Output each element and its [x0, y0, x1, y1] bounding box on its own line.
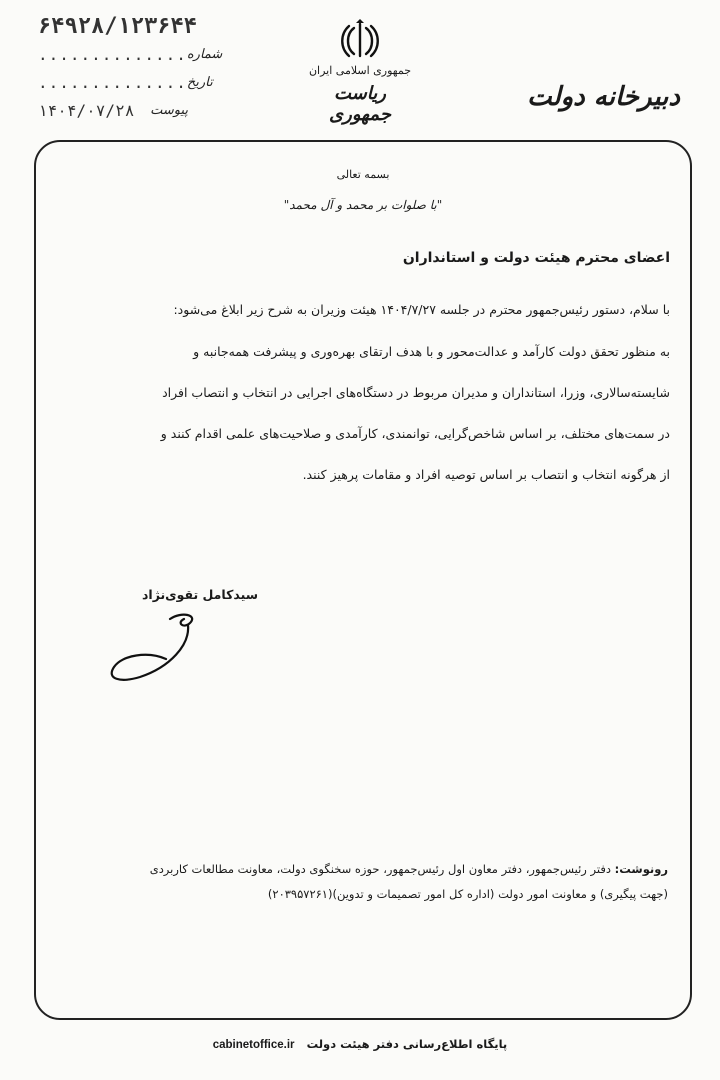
secretariat-title: دبیرخانه دولت — [527, 82, 680, 112]
date-value: ۱۴۰۴/۰۷/۲۸ — [38, 100, 135, 120]
body-line: شایسته‌سالاری، وزرا، استانداران و مدیران مربوط در دستگاه‌های اجرایی در انتخاب و انتصاب افراد — [162, 385, 670, 400]
body-line: از هرگونه انتخاب و انتصاب بر اساس توصیه افراد و مقامات پرهیز کنند. — [302, 467, 670, 482]
signature-icon — [100, 605, 210, 685]
cc-recipients: دفتر رئیس‌جمهور، دفتر معاون اول رئیس‌جمهور، حوزه سخنگوی دولت، معاونت مطالعات کاربردی — [149, 862, 611, 876]
addressee: اعضای محترم هیئت دولت و استانداران — [402, 250, 670, 266]
number-label: شماره — [186, 46, 223, 62]
bismillah: بسمه تعالی — [336, 168, 390, 181]
emblem-icon — [338, 18, 382, 62]
cc-line-2: (جهت پیگیری) و معاونت امور دولت (اداره کل امور تصمیمات و تدوین)(۲۰۳۹۵۷۲۶۱) — [267, 887, 668, 901]
cc-line-1 — [48, 862, 668, 876]
republic-text: جمهوری اسلامی ایران — [308, 64, 412, 77]
attachment-label: پیوست — [150, 102, 188, 118]
body-line: در سمت‌های مختلف، بر اساس شاخص‌گرایی، توانمندی، کارآمدی و صلاحیت‌های علمی اقدام کنند و — [160, 426, 670, 441]
footer-site: cabinetoffice.ir — [212, 1039, 295, 1051]
signer-name: سیدکامل تقوی‌نژاد — [142, 587, 258, 602]
number-dots: .............. — [38, 44, 187, 64]
presidency-text: ریاست جمهوری — [329, 83, 391, 125]
body-line: با سلام، دستور رئیس‌جمهور محترم در جلسه ۱۴۰۴/۷/۲۷ هیئت وزیران به شرح زیر ابلاغ می‌شود: — [173, 302, 670, 317]
footer-label: پایگاه اطلاع‌رسانی دفتر هیئت دولت — [306, 1037, 508, 1051]
date-label: تاریخ — [186, 74, 213, 90]
salawat: "با صلوات بر محمد و آل محمد" — [283, 198, 443, 212]
date-dots: .............. — [38, 72, 187, 92]
letter-meta — [38, 12, 223, 124]
body-line: به منظور تحقق دولت کارآمد و عدالت‌محور و با هدف ارتقای بهره‌وری و پیشرفت همه‌جانبه و — [193, 344, 670, 359]
letter-number: ۶۴۹۲۸/۱۲۳۶۴۴ — [38, 13, 197, 39]
cc-label: رونوشت: — [614, 862, 668, 876]
footer — [0, 1037, 720, 1051]
letterhead-emblem-block — [300, 18, 420, 125]
